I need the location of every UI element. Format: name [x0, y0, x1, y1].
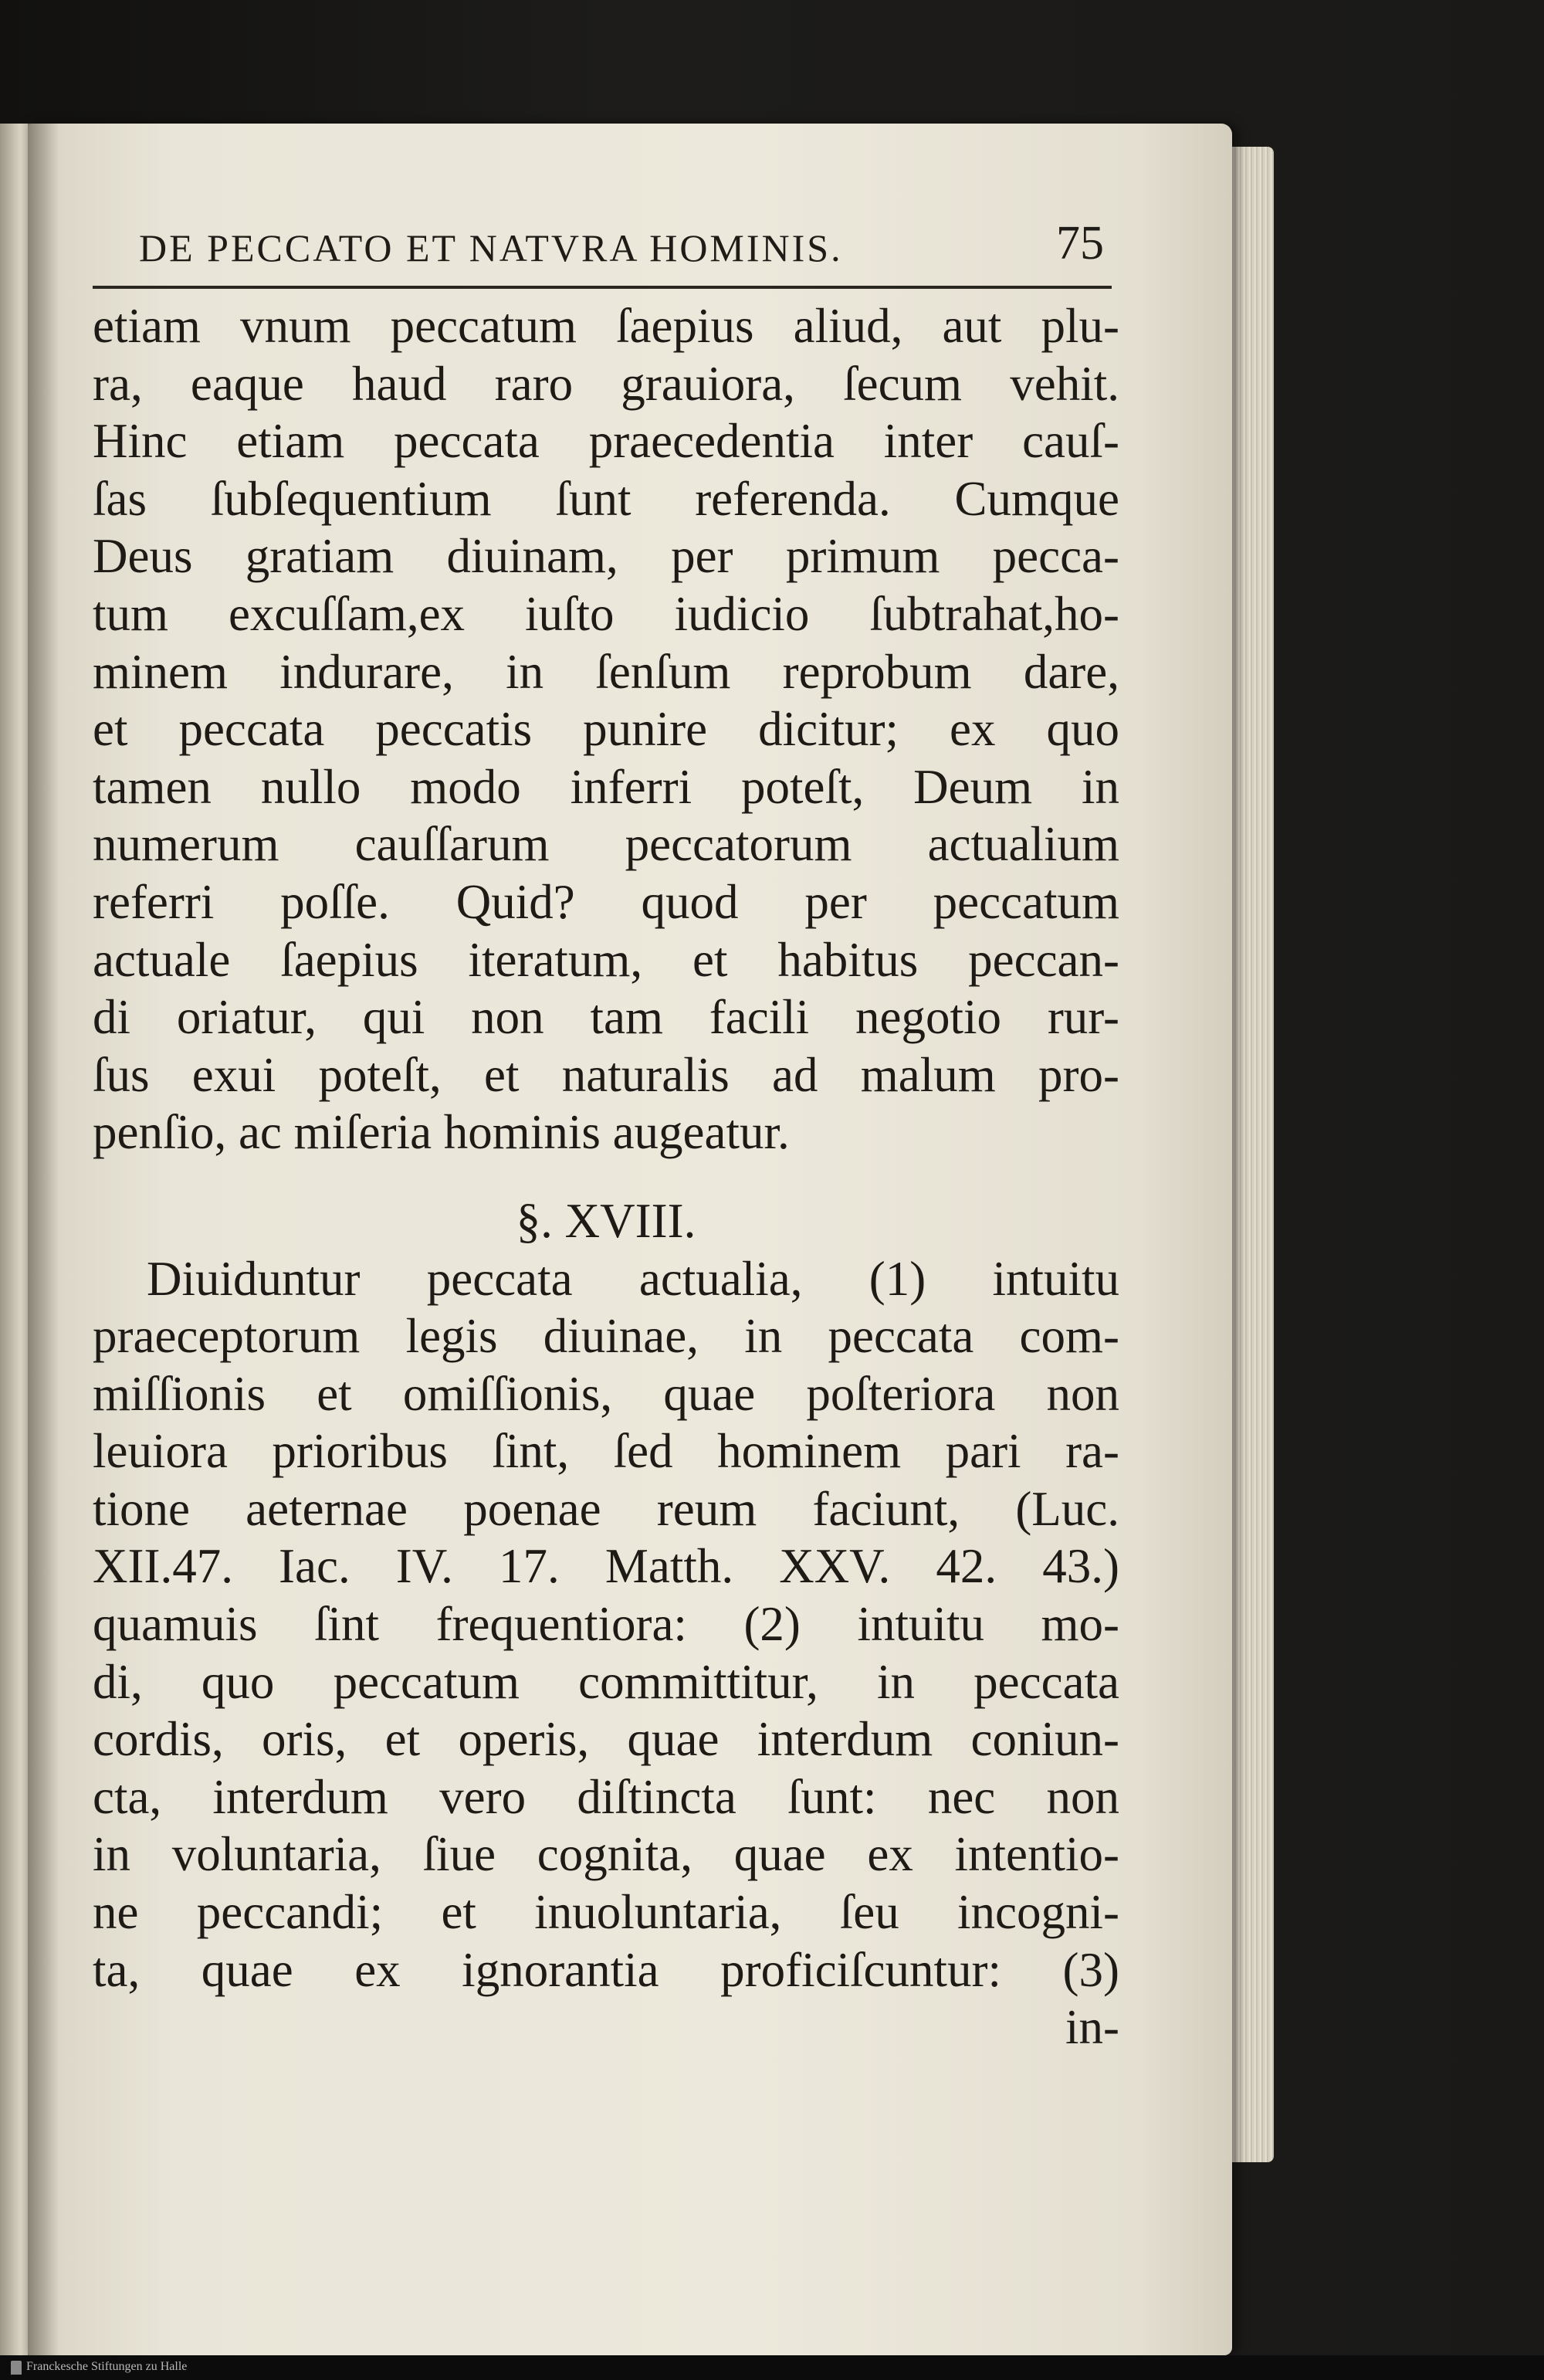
text-line: et peccata peccatis punire dicitur; ex quo — [93, 702, 1119, 757]
text-line: Deus gratiam diuinam, per primum pecca- — [93, 529, 1119, 584]
text-line: tione aeternae poenae reum faciunt, (Luc. — [93, 1481, 1119, 1536]
text-line: leuiora prioribus ſint, ſed hominem pari ra- — [93, 1424, 1119, 1479]
text-line: numerum cauſſarum peccatorum actualium — [93, 817, 1119, 872]
text-line: quamuis ſint frequentiora: (2) intuitu mo- — [93, 1597, 1119, 1652]
text-line: praeceptorum legis diuinae, in peccata com- — [93, 1309, 1119, 1364]
page-number: 75 — [1056, 217, 1104, 270]
text-line: actuale ſaepius iteratum, et habitus peccan- — [93, 932, 1119, 987]
running-header — [131, 216, 1127, 286]
text-line: cordis, oris, et operis, quae interdum coniun- — [93, 1712, 1119, 1767]
text-line: XII.47. Iac. IV. 17. Matth. XXV. 42. 43.) — [93, 1539, 1119, 1594]
catchword: in- — [1065, 2000, 1119, 2055]
header-rule — [93, 286, 1112, 289]
text-line: tum excuſſam,ex iuſto iudicio ſubtrahat,ho- — [93, 586, 1119, 641]
institution-logo-icon — [11, 2361, 22, 2375]
text-line: ſus exui poteſt, et naturalis ad malum pro- — [93, 1047, 1119, 1102]
text-line: ta, quae ex ignorantia proficiſcuntur: (3) — [93, 1942, 1119, 1997]
text-line: minem indurare, in ſenſum reprobum dare, — [93, 644, 1119, 699]
text-line: di oriatur, qui non tam facili negotio rur- — [93, 990, 1119, 1045]
text-line: etiam vnum peccatum ſaepius aliud, aut plu- — [93, 299, 1119, 353]
text-line: penſio, ac miſeria hominis augeatur. — [93, 1105, 790, 1160]
text-line: Hinc etiam peccata praecedentia inter cauſ- — [93, 414, 1119, 469]
text-line: di, quo peccatum committitur, in peccata — [93, 1654, 1119, 1709]
text-line: miſſionis et omiſſionis, quae poſteriora non — [93, 1366, 1119, 1421]
text-line: Diuiduntur peccata actualia, (1) intuitu — [147, 1251, 1119, 1306]
footer-institution: Franckesche Stiftungen zu Halle — [26, 2360, 188, 2373]
text-line: cta, interdum vero diſtincta ſunt: nec non — [93, 1769, 1119, 1824]
text-line: ſas ſubſequentium ſunt referenda. Cumque — [93, 471, 1119, 526]
text-line: tamen nullo modo inferri poteſt, Deum in — [93, 759, 1119, 814]
gutter-shadow — [28, 124, 59, 2355]
text-line: ra, eaque haud raro grauiora, ſecum vehit. — [93, 356, 1119, 411]
section-spacer — [93, 1161, 1119, 1192]
text-line: in voluntaria, ſiue cognita, quae ex intentio- — [93, 1827, 1119, 1882]
footer-bar — [0, 2355, 1544, 2380]
section-heading: §. XVIII. — [516, 1193, 696, 1248]
text-line: referri poſſe. Quid? quod per peccatum — [93, 874, 1119, 929]
running-title: DE PECCATO ET NATVRA HOMINIS. — [139, 226, 843, 270]
text-line: ne peccandi; et inuoluntaria, ſeu incogni- — [93, 1885, 1119, 1940]
page-body — [93, 297, 1119, 2056]
